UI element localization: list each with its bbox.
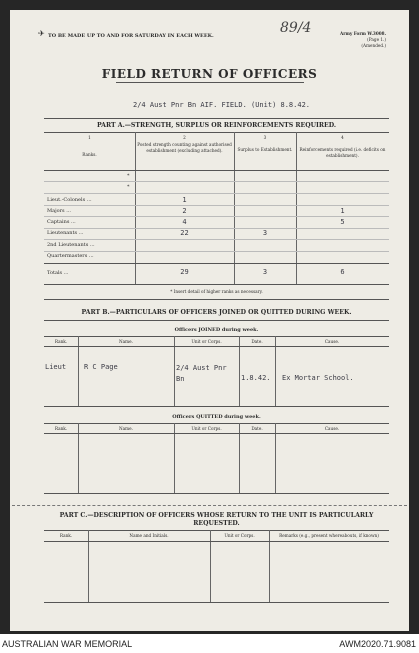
quitted-col-date: Date. [251, 426, 263, 431]
joined-col-rank: Rank. [54, 339, 68, 344]
part-a-rule [44, 118, 389, 119]
col-number: 4 [341, 135, 344, 140]
part-b-heading: PART B.—PARTICULARS OF OFFICERS JOINED OR QUITTED DURING WEEK. [81, 309, 352, 316]
part-c-header-rule [44, 541, 389, 542]
part-a-totals-rule [44, 263, 389, 264]
footer-accession: AWM2020.71.9081 [339, 639, 416, 649]
joined-unit: 2/4 Aust Pnr Bn [176, 364, 227, 383]
title-underline [116, 82, 304, 83]
rank-blank-marker: * [127, 184, 130, 190]
top-note: TO BE MADE UP TO AND FOR SATURDAY IN EACH WEEK. [48, 33, 214, 39]
handwritten-number: 89/4 [280, 20, 312, 36]
part-a-footnote: * Insert detail of higher ranks as necessary. [170, 289, 263, 294]
posted-value: 2 [182, 207, 187, 215]
col-header-reinforcements: Reinforcements required (i.e. deficits on establishment). [299, 147, 386, 158]
part-c-col-remarks: Remarks (e.g., present whereabouts, if known) [279, 533, 379, 538]
quitted-table-top [44, 423, 389, 424]
posted-value: 4 [182, 218, 187, 226]
part-c-table-bottom [44, 602, 389, 603]
total-posted: 29 [180, 268, 189, 276]
joined-col-name: Name. [119, 339, 133, 344]
quitted-col-cause: Cause. [324, 426, 340, 431]
quitted-col-unit: Unit or Corps. [191, 426, 222, 431]
part-a-table-bottom [44, 284, 389, 285]
joined-col-date: Date. [251, 339, 263, 344]
part-b-rule [44, 299, 389, 300]
rank-label: Lieutenants ... [47, 230, 84, 236]
part-a-row-line [44, 239, 389, 240]
quitted-col-name: Name. [119, 426, 133, 431]
joined-date: 1.8.42. [241, 374, 271, 382]
part-c-col-name: Name and Initials. [129, 533, 169, 538]
rank-label: Lieut.-Colonels ... [47, 197, 92, 203]
col-header-surplus: Surplus to Establishment. [237, 147, 293, 152]
form-reference: Army Form W.3008. (Page 1.) (Amended.) [340, 31, 387, 48]
total-surplus: 3 [262, 268, 268, 276]
reinforcement-value: 5 [340, 218, 345, 226]
archive-footer [0, 636, 419, 653]
col-header-ranks: Ranks. [82, 152, 97, 157]
quitted-table-bottom [44, 493, 389, 494]
part-c-heading: PART C.—DESCRIPTION OF OFFICERS WHOSE RETURN TO THE UNIT IS PARTICULARLY REQUESTED. [59, 512, 374, 527]
part-b-rule-2 [44, 320, 389, 321]
col-number: 2 [183, 135, 186, 140]
rank-label: Quartermasters ... [47, 253, 94, 259]
part-a-table-top [44, 132, 389, 133]
rank-label: Captains ... [47, 219, 76, 225]
part-a-heading: PART A.—STRENGTH, SURPLUS OR REINFORCEMENTS REQUIRED. [96, 122, 337, 129]
part-a-row-line [44, 216, 389, 217]
joined-table-top [44, 336, 389, 337]
part-a-col-divider [234, 132, 235, 284]
joined-col-cause: Cause. [324, 339, 340, 344]
reinforcement-value: 1 [340, 207, 345, 215]
totals-label: Totals ... [47, 270, 69, 276]
form-title: FIELD RETURN OF OFFICERS [101, 67, 318, 81]
part-c-col-unit: Unit or Corps. [224, 533, 255, 538]
joined-title: Officers JOINED during week. [174, 327, 259, 333]
part-c-table-top [44, 530, 389, 531]
posted-value: 22 [180, 229, 189, 237]
joined-cause: Ex Mortar School. [282, 374, 354, 382]
quitted-col-rank: Rank. [54, 426, 68, 431]
joined-col-unit: Unit or Corps. [191, 339, 222, 344]
joined-rank: Lieut [45, 363, 67, 371]
perforation-line [12, 505, 407, 506]
rank-label: Majors ... [47, 208, 71, 214]
col-number: 3 [263, 135, 267, 140]
part-a-row-line [44, 193, 389, 194]
rank-label: 2nd Lieutenants ... [47, 242, 95, 248]
quitted-header-rule [44, 433, 389, 434]
unit-line: 2/4 Aust Pnr Bn AIF. FIELD. (Unit) 8.8.42. [133, 101, 311, 109]
footer-institution: AUSTRALIAN WAR MEMORIAL [2, 639, 133, 649]
posted-value: 1 [182, 196, 187, 204]
total-reinforcements: 6 [340, 268, 345, 276]
quitted-title: Officers QUITTED during week. [172, 414, 261, 420]
surplus-value: 3 [262, 229, 268, 237]
joined-header-rule [44, 346, 389, 347]
pin-mark-icon: ✈ [38, 29, 45, 38]
part-a-header-rule [44, 170, 389, 171]
col-header-posted: Posted strength counting against authorised establishment (excluding attached). [137, 142, 232, 153]
joined-table-bottom [44, 406, 389, 407]
col-number: 1 [88, 135, 91, 140]
part-a-row-line [44, 181, 389, 182]
part-a-row-line [44, 205, 389, 206]
part-c-col-rank: Rank. [59, 533, 73, 538]
rank-blank-marker: * [127, 173, 130, 179]
joined-name: R C Page [84, 363, 118, 371]
part-a-row-line [44, 251, 389, 252]
